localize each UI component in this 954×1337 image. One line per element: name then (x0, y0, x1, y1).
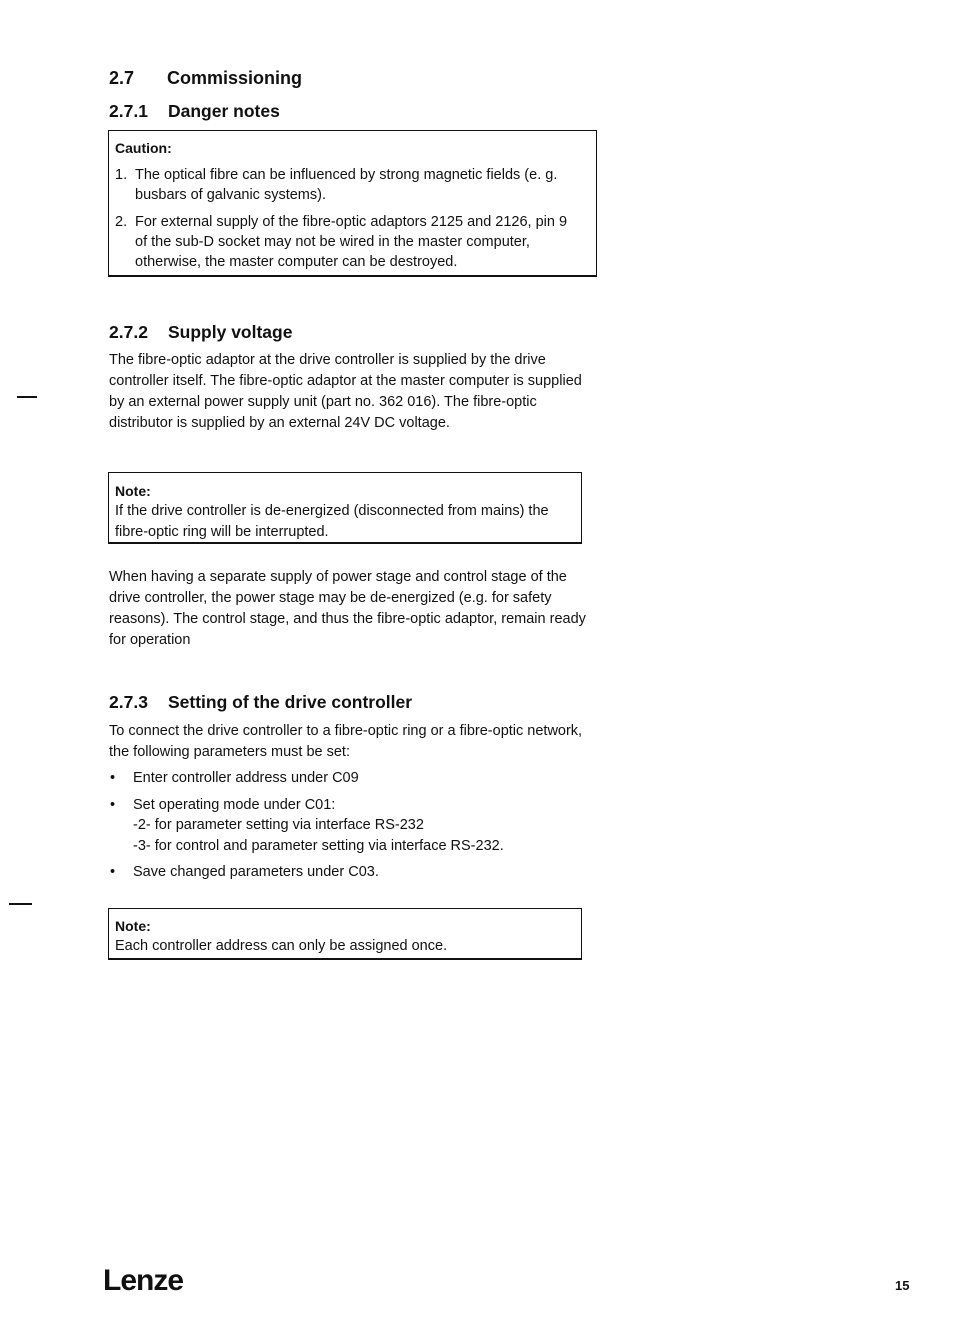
caution-item (115, 212, 582, 272)
list-item-text: Save changed parameters under C03. (133, 864, 379, 880)
subsection-heading-danger-notes (109, 101, 280, 122)
list-item-text: Set operating mode under C01: (133, 796, 336, 813)
section-heading (109, 68, 302, 89)
bullet-glyph: • (110, 864, 116, 880)
caution-label: Caution: (115, 140, 172, 156)
brand-logo: Lenze (103, 1264, 184, 1297)
caution-list (115, 165, 582, 272)
supply-voltage-paragraph: The fibre-optic adaptor at the drive controller is supplied by the drive controller itself. The fibre-optic adaptor at the master computer is supplied by an external power supply unit (part no. 362 016). The fibre-optic distributor is supplied by an external 24V DC voltage. (109, 352, 582, 431)
subsection-heading-supply-voltage (109, 322, 292, 343)
subsection-title: Danger notes (168, 101, 280, 121)
list-item-subline: -3- for control and parameter setting via interface RS-232. (133, 837, 504, 854)
list-item-text: Enter controller address under C09 (133, 770, 359, 786)
caution-item-number: 2. (115, 214, 128, 230)
note-text: Each controller address can only be assigned once. (115, 938, 448, 954)
caution-box (108, 130, 597, 277)
note-label: Note: (115, 483, 151, 499)
subsection-title: Supply voltage (168, 322, 293, 342)
note-box-supply (108, 472, 582, 544)
list-item-subline: -2- for parameter setting via interface RS-232 (133, 817, 424, 833)
setting-intro-paragraph: To connect the drive controller to a fibre-optic ring or a fibre-optic network, the following parameters must be set: (109, 723, 583, 760)
subsection-number: 2.7.1 (109, 101, 148, 121)
note-label: Note: (115, 918, 151, 934)
page-number: 15 (895, 1278, 910, 1293)
caution-item (115, 165, 582, 205)
caution-item-number: 1. (115, 167, 128, 183)
separate-supply-paragraph: When having a separate supply of power stage and control stage of the drive controller, the power stage may be de-energized (e.g. for safety reasons). The control stage, and thus the fibre-optic adaptor, remain ready for operation (109, 569, 586, 648)
list-item (109, 862, 589, 883)
subsection-number: 2.7.3 (109, 692, 148, 712)
section-number: 2.7 (109, 68, 135, 88)
note-box-address (108, 908, 582, 960)
subsection-title: Setting of the drive controller (168, 692, 413, 712)
bullet-glyph: • (110, 770, 116, 786)
caution-item-text: The optical fibre can be influenced by strong magnetic fields (e. g. busbars of galvanic systems). (135, 167, 558, 203)
subsection-heading-setting (109, 692, 412, 713)
caution-item-text: For external supply of the fibre-optic adaptors 2125 and 2126, pin 9 of the sub-D socket may not be wired in the master computer, otherwise, the master computer can be destroyed. (135, 214, 568, 270)
list-item (109, 795, 589, 857)
note-text: If the drive controller is de-energized (disconnected from mains) the fibre-optic ring will be interrupted. (115, 503, 549, 540)
bullet-glyph: • (110, 796, 116, 813)
parameter-list (109, 768, 589, 889)
list-item (109, 768, 589, 789)
subsection-number: 2.7.2 (109, 322, 148, 342)
margin-mark (17, 396, 37, 398)
margin-mark (9, 903, 32, 905)
section-title: Commissioning (167, 68, 303, 88)
